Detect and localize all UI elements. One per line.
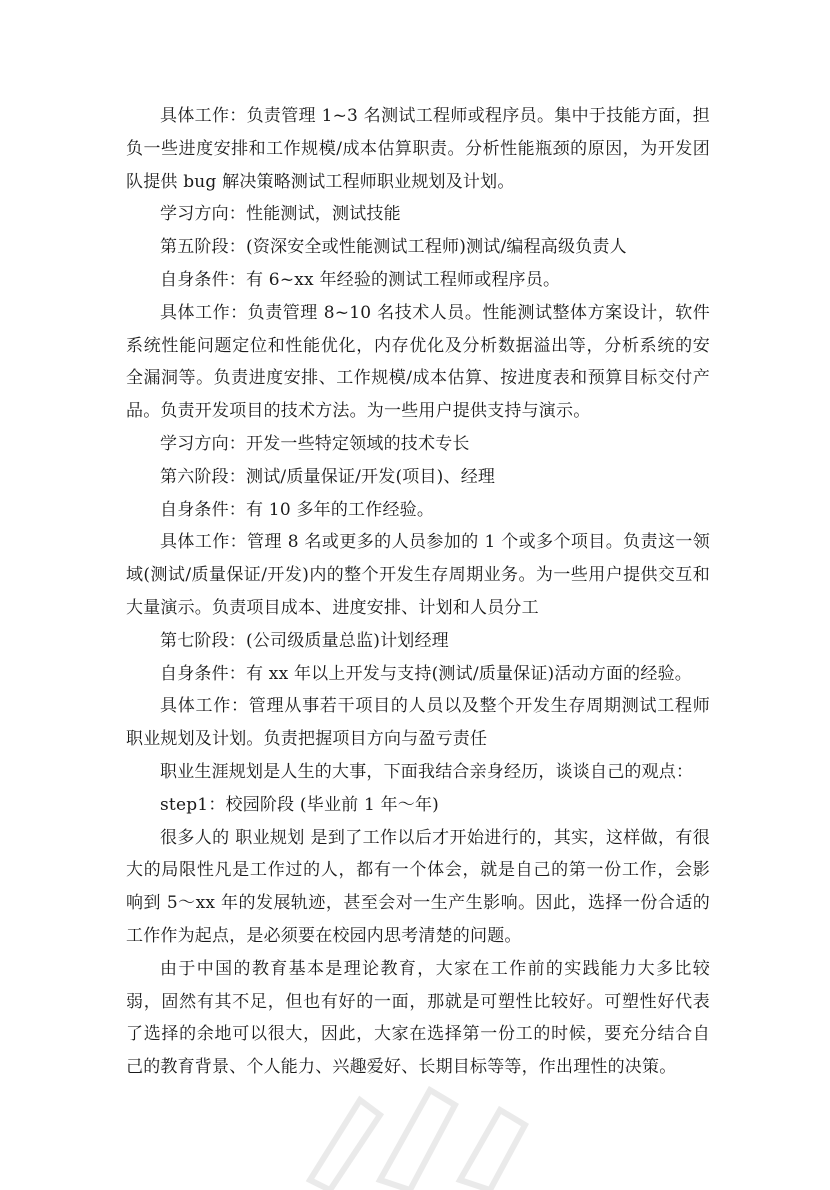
paragraph-work-detail-level6: 具体工作：管理 8 名或更多的人员参加的 1 个或多个项目。负责这一领域(测试/质量保证/开发)内的整个开发生存周期业务。为一些用户提供交互和大量演示。负责项目成本、进度安排、计划和人员分工	[126, 532, 710, 618]
paragraph-work-detail-level5: 具体工作：负责管理 8~10 名技术人员。性能测试整体方案设计，软件系统性能问题定位和性能优化，内存优化及分析数据溢出等，分析系统的安全漏洞等。负责进度安排、工作规模/成本估算、按进度表和预算目标交付产品。负责开发项目的技术方法。为一些用户提供支持与演示。	[126, 302, 710, 422]
paragraph-work-detail-level7: 具体工作：管理从事若干项目的人员以及整个开发生存周期测试工程师职业规划及计划。负责把握项目方向与盈亏责任	[126, 696, 710, 750]
body-text	[126, 100, 710, 1084]
paragraph-requirements-level5: 自身条件：有 6~xx 年经验的测试工程师或程序员。	[160, 269, 561, 290]
paragraph-stage-five-heading: 第五阶段：(资深安全或性能测试工程师)测试/编程高级负责人	[160, 237, 627, 258]
paragraph-first-job-importance: 很多人的 职业规划 是到了工作以后才开始进行的，其实，这样做，有很大的局限性凡是工作过的人，都有一个体会，就是自己的第一份工作，会影响到 5～xx 年的发展轨迹，甚至会对一生产生影响。因此，选择一份合适的工作作为起点，是必须要在校园内思考清楚的问题。	[126, 827, 710, 946]
paragraph-stage-seven-heading: 第七阶段：(公司级质量总监)计划经理	[160, 630, 449, 651]
paragraph-stage-six-heading: 第六阶段：测试/质量保证/开发(项目)、经理	[160, 466, 496, 487]
paragraph-work-detail-level4: 具体工作：负责管理 1~3 名测试工程师或程序员。集中于技能方面，担负一些进度安排和工作规模/成本估算职责。分析性能瓶颈的原因，为开发团队提供 bug 解决策略测试工程师职业规划及计划。	[126, 106, 710, 192]
paragraph-requirements-level6: 自身条件：有 10 多年的工作经验。	[160, 499, 435, 520]
paragraph-learning-direction-level5: 学习方向：开发一些特定领域的技术专长	[160, 433, 470, 454]
paragraph-step1-heading: step1：校园阶段 (毕业前 1 年～年)	[160, 794, 440, 815]
paragraph-education-background: 由于中国的教育基本是理论教育，大家在工作前的实践能力大多比较弱，固然有其不足，但也有好的一面，那就是可塑性比较好。可塑性好代表了选择的余地可以很大，因此，大家在选择第一份工的时候，要充分结合自己的教育背景、个人能力、兴趣爱好、长期目标等等，作出理性的决策。	[126, 958, 710, 1078]
paragraph-career-plan-intro: 职业生涯规划是人生的大事，下面我结合亲身经历，谈谈自己的观点：	[160, 761, 694, 782]
paragraph-learning-direction-level4: 学习方向：性能测试，测试技能	[160, 204, 401, 225]
paragraph-requirements-level7: 自身条件：有 xx 年以上开发与支持(测试/质量保证)活动方面的经验。	[160, 663, 692, 684]
